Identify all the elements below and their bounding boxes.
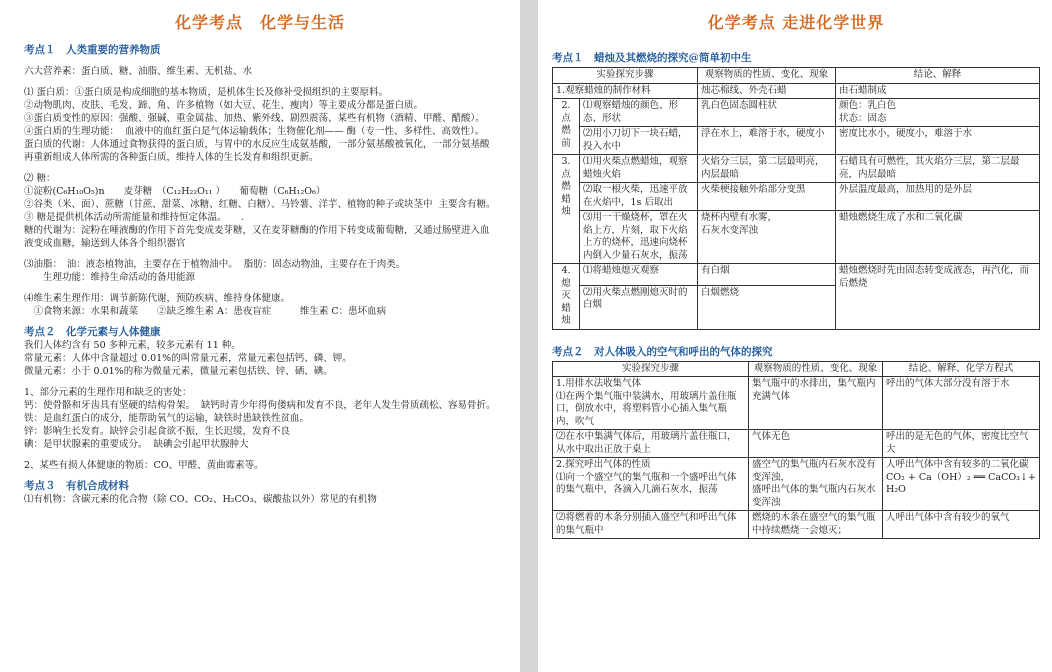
table-header: 实验探究步骤 bbox=[553, 68, 698, 84]
paragraph: 1、部分元素的生理作用和缺乏的害处： bbox=[24, 387, 192, 398]
table-cell: 乳白色固态圆柱状 bbox=[698, 99, 836, 127]
table-cell: 集气瓶中的水排出，集气瓶内充满气体 bbox=[749, 377, 883, 430]
table-cell: 有白烟 bbox=[698, 264, 836, 286]
paragraph: ②动物肌肉、皮肤、毛发、蹄、角、许多植物（如大豆、花生、瘦肉）等主要成分都是蛋白质。 bbox=[24, 100, 424, 111]
paragraph: 常量元素：人体中含量超过 0.01%的叫常量元素，常量元素包括钙、磷、钾。 bbox=[24, 353, 352, 364]
paragraph: ②谷类（米、面）、蔗糖（甘蔗、甜菜、冰糖、红糖、白糖）、马铃薯、洋芋、植物的种子或块茎中 主要含有糖。 bbox=[24, 199, 496, 210]
table-cell: ⑵用小刀切下一块石蜡，投入水中 bbox=[580, 127, 698, 155]
table-row bbox=[553, 99, 1040, 127]
table-row bbox=[553, 430, 1040, 458]
table-cell: 外层温度最高，加热用的是外层 bbox=[836, 183, 1040, 211]
paragraph: ⑷维生素生理作用：调节新陈代谢，预防疾病、维持身体健康。 bbox=[24, 293, 291, 304]
paragraph: 碘：是甲状腺素的重要成分。 缺碘会引起甲状腺肿大 bbox=[24, 439, 249, 450]
table-cell: 由石蜡制成 bbox=[836, 83, 1040, 99]
paragraph: 糖的代谢为：淀粉在唾液酶的作用下首先变成麦芽糖，又在麦芽糖酶的作用下转变成葡萄糖，又通过肠壁进入血液变成血糖，输送到人体各个组织器官 bbox=[24, 225, 490, 249]
sugar-block bbox=[24, 172, 496, 250]
section-title-elements: 考点２ 化学元素与人体健康 bbox=[24, 326, 161, 338]
table-cell: 火焰分三层，第二层最明亮，内层最暗 bbox=[698, 155, 836, 183]
table-header: 结论、解释、化学方程式 bbox=[883, 361, 1040, 377]
table-cell: 烧杯内壁有水雾， 石灰水变浑浊 bbox=[698, 211, 836, 264]
candle-table bbox=[552, 67, 1040, 330]
table-cell: 火柴梗接触外焰部分变黑 bbox=[698, 183, 836, 211]
left-page-title: 化学考点 化学与生活 bbox=[174, 13, 345, 32]
table-header: 观察物质的性质、变化、现象 bbox=[698, 68, 836, 84]
paragraph: ⑴有机物：含碳元素的化合物（除 CO、CO₂、H₂CO₃、碳酸盐以外）常见的有机物 bbox=[24, 494, 377, 505]
section-title-candle: 考点１ 蜡烛及其燃烧的探究@简单初中生 bbox=[552, 52, 752, 64]
table-cell: 1.用排水法收集气体 ⑴在两个集气瓶中装满水，用玻璃片盖住瓶口，倒放水中，将塑料管小心插入集气瓶内，吹气 bbox=[553, 377, 749, 430]
table-cell: ⑵将燃着的木条分别插入盛空气和呼出气体的集气瓶中 bbox=[553, 511, 749, 539]
table-row bbox=[553, 83, 1040, 99]
table-cell: 颜色：乳白色 状态：固态 bbox=[836, 99, 1040, 127]
nutrients-intro: 六大营养素：蛋白质、糖、油脂、维生素、无机盐、水 bbox=[24, 66, 253, 77]
table-cell: 呼出的气体大部分没有溶于水 bbox=[883, 377, 1040, 430]
table-row bbox=[553, 511, 1040, 539]
table-cell: 蜡烛燃烧生成了水和二氧化碳 bbox=[836, 211, 1040, 264]
table-cell: 白烟燃烧 bbox=[698, 285, 836, 329]
table-cell: 人呼出气体中含有较少的氧气 bbox=[883, 511, 1040, 539]
table-cell: 盛空气的集气瓶内石灰水没有变浑浊， 盛呼出气体的集气瓶内石灰水变浑浊 bbox=[749, 458, 883, 511]
paragraph: ⑴ 蛋白质：①蛋白质是构成细胞的基本物质，是机体生长及修补受损组织的主要原料。 bbox=[24, 87, 389, 98]
table-cell: 气体无色 bbox=[749, 430, 883, 458]
table-row bbox=[553, 458, 1040, 511]
table-cell: 浮在水上，难溶于水，硬度小 bbox=[698, 127, 836, 155]
table-cell: 2.探究呼出气体的性质 ⑴向一个盛空气的集气瓶和一个盛呼出气体的集气瓶中，各滴入几滴石灰水，振荡 bbox=[553, 458, 749, 511]
section-title-materials: 考点３ 有机合成材料 bbox=[24, 480, 129, 492]
paragraph: 2、某些有损人体健康的物质：CO、甲醛、黄曲霉素等。 bbox=[24, 460, 264, 471]
paragraph: ①食物来源：水果和蔬菜 ②缺乏维生素 A：患夜盲症 维生素 C：患坏血病 bbox=[24, 306, 387, 317]
table-cell: 石蜡具有可燃性，其火焰分三层，第二层最亮，内层最暗 bbox=[836, 155, 1040, 183]
table-cell: 烛芯棉线、外壳石蜡 bbox=[698, 83, 836, 99]
paragraph: 生理功能：维持生命活动的备用能源 bbox=[24, 272, 196, 283]
table-header-row bbox=[553, 361, 1040, 377]
table-cell: ⑵在水中集满气体后，用玻璃片盖住瓶口，从水中取出正放于桌上 bbox=[553, 430, 749, 458]
right-page-title: 化学考点 走进化学世界 bbox=[707, 13, 885, 32]
section-title-breath: 考点２ 对人体吸入的空气和呼出的气体的探究 bbox=[552, 345, 773, 358]
paragraph: 微量元素：小于 0.01%的称为微量元素，微量元素包括铁、锌、硒、碘。 bbox=[24, 366, 333, 377]
table-row bbox=[553, 377, 1040, 430]
table-row bbox=[553, 183, 1040, 211]
table-cell: 密度比水小，硬度小，难溶于水 bbox=[836, 127, 1040, 155]
paragraph: ④蛋白质的生理功能： 血液中的血红蛋白是气体运输载体；生物催化剂—— 酶（专一性、多样性、高效性）。 bbox=[24, 126, 485, 137]
stage-cell: 4. 熄 灭 蜡 烛 bbox=[553, 264, 580, 330]
paragraph: ①淀粉(C₆H₁₀O₅)n 麦芽糖 （C₁₂H₂₂O₁₁ ） 葡萄糖（C₆H₁₂O₆） bbox=[24, 186, 326, 197]
right-page bbox=[538, 0, 1052, 672]
section-title-nutrients: 考点１ 人类重要的营养物质 bbox=[24, 44, 161, 56]
table-row bbox=[553, 127, 1040, 155]
paragraph: ⑶油脂： 油：液态植物油，主要存在于植物油中。 脂肪：固态动物油，主要存在于肉类。 bbox=[24, 259, 406, 270]
table-header: 结论、解释 bbox=[836, 68, 1040, 84]
table-cell: 呼出的是无色的气体，密度比空气大 bbox=[883, 430, 1040, 458]
paragraph: 蛋白质的代谢：人体通过食物获得的蛋白质，与胃中的水反应生成氨基酸，一部分氨基酸被氧化，一部分氨基酸再重新组成人体所需的各种蛋白质，维持人体的生长发育和组织更新。 bbox=[24, 139, 490, 163]
paragraph: 锌：影响生长发育。缺锌会引起食欲不振，生长迟缓，发育不良 bbox=[24, 426, 291, 437]
table-cell: ⑵用火柴点燃刚熄灭时的白烟 bbox=[580, 285, 698, 329]
table-cell: ⑵取一根火柴，迅速平放在火焰中，1s 后取出 bbox=[580, 183, 698, 211]
table-header: 观察物质的性质、变化、现象 bbox=[749, 361, 883, 377]
breath-table bbox=[552, 361, 1040, 540]
paragraph: 铁：是血红蛋白的成分，能帮助氧气的运输，缺铁时患缺铁性贫血。 bbox=[24, 413, 310, 424]
left-page bbox=[0, 0, 520, 672]
table-cell: ⑴将蜡烛熄灭观察 bbox=[580, 264, 698, 286]
table-row bbox=[553, 264, 1040, 286]
stage-cell: 3. 点 燃 蜡 烛 bbox=[553, 155, 580, 264]
table-cell: 1.观察蜡烛的制作材料 bbox=[553, 83, 698, 99]
table-cell: 蜡烛燃烧时先由固态转变成液态，再汽化，而后燃烧 bbox=[836, 264, 1040, 330]
vitamin-block bbox=[24, 292, 496, 318]
table-cell: 燃烧的木条在盛空气的集气瓶中持续燃烧一会熄灭； bbox=[749, 511, 883, 539]
table-cell: 人呼出气体中含有较多的二氧化碳 CO₂ + Ca（OH）₂ ══ CaCO₃↓+ H₂O bbox=[883, 458, 1040, 511]
table-row bbox=[553, 155, 1040, 183]
paragraph: 钙：使骨骼和牙齿具有坚硬的结构骨架。 缺钙时青少年得佝偻病和发育不良，老年人发生骨质疏松、容易骨折。 bbox=[24, 400, 496, 411]
table-cell: ⑶用一干燥烧杯，罩在火焰上方，片刻，取下火焰上方的烧杯，迅速向烧杯内倒入少量石灰水，振荡 bbox=[580, 211, 698, 264]
table-cell: ⑴观察蜡烛的颜色、形态、形状 bbox=[580, 99, 698, 127]
table-header-row bbox=[553, 68, 1040, 84]
paragraph: 我们人体约含有 50 多种元素，较多元素有 11 种。 bbox=[24, 340, 241, 351]
oil-block bbox=[24, 258, 496, 284]
protein-block bbox=[24, 86, 496, 164]
table-cell: ⑴用火柴点燃蜡烛，观察蜡烛火焰 bbox=[580, 155, 698, 183]
paragraph: ③蛋白质变性的原因：强酸、强碱、重金属盐、加热、紫外线、剧烈震荡、某些有机物（酒精、甲醛、醋酸）。 bbox=[24, 113, 485, 124]
stage-cell: 2. 点 燃 前 bbox=[553, 99, 580, 155]
paragraph: ③ 糖是提供机体活动所需能量和维持恒定体温。 . bbox=[24, 212, 244, 223]
paragraph: ⑵ 糖： bbox=[24, 173, 56, 184]
table-header: 实验探究步骤 bbox=[553, 361, 749, 377]
table-row bbox=[553, 211, 1040, 264]
